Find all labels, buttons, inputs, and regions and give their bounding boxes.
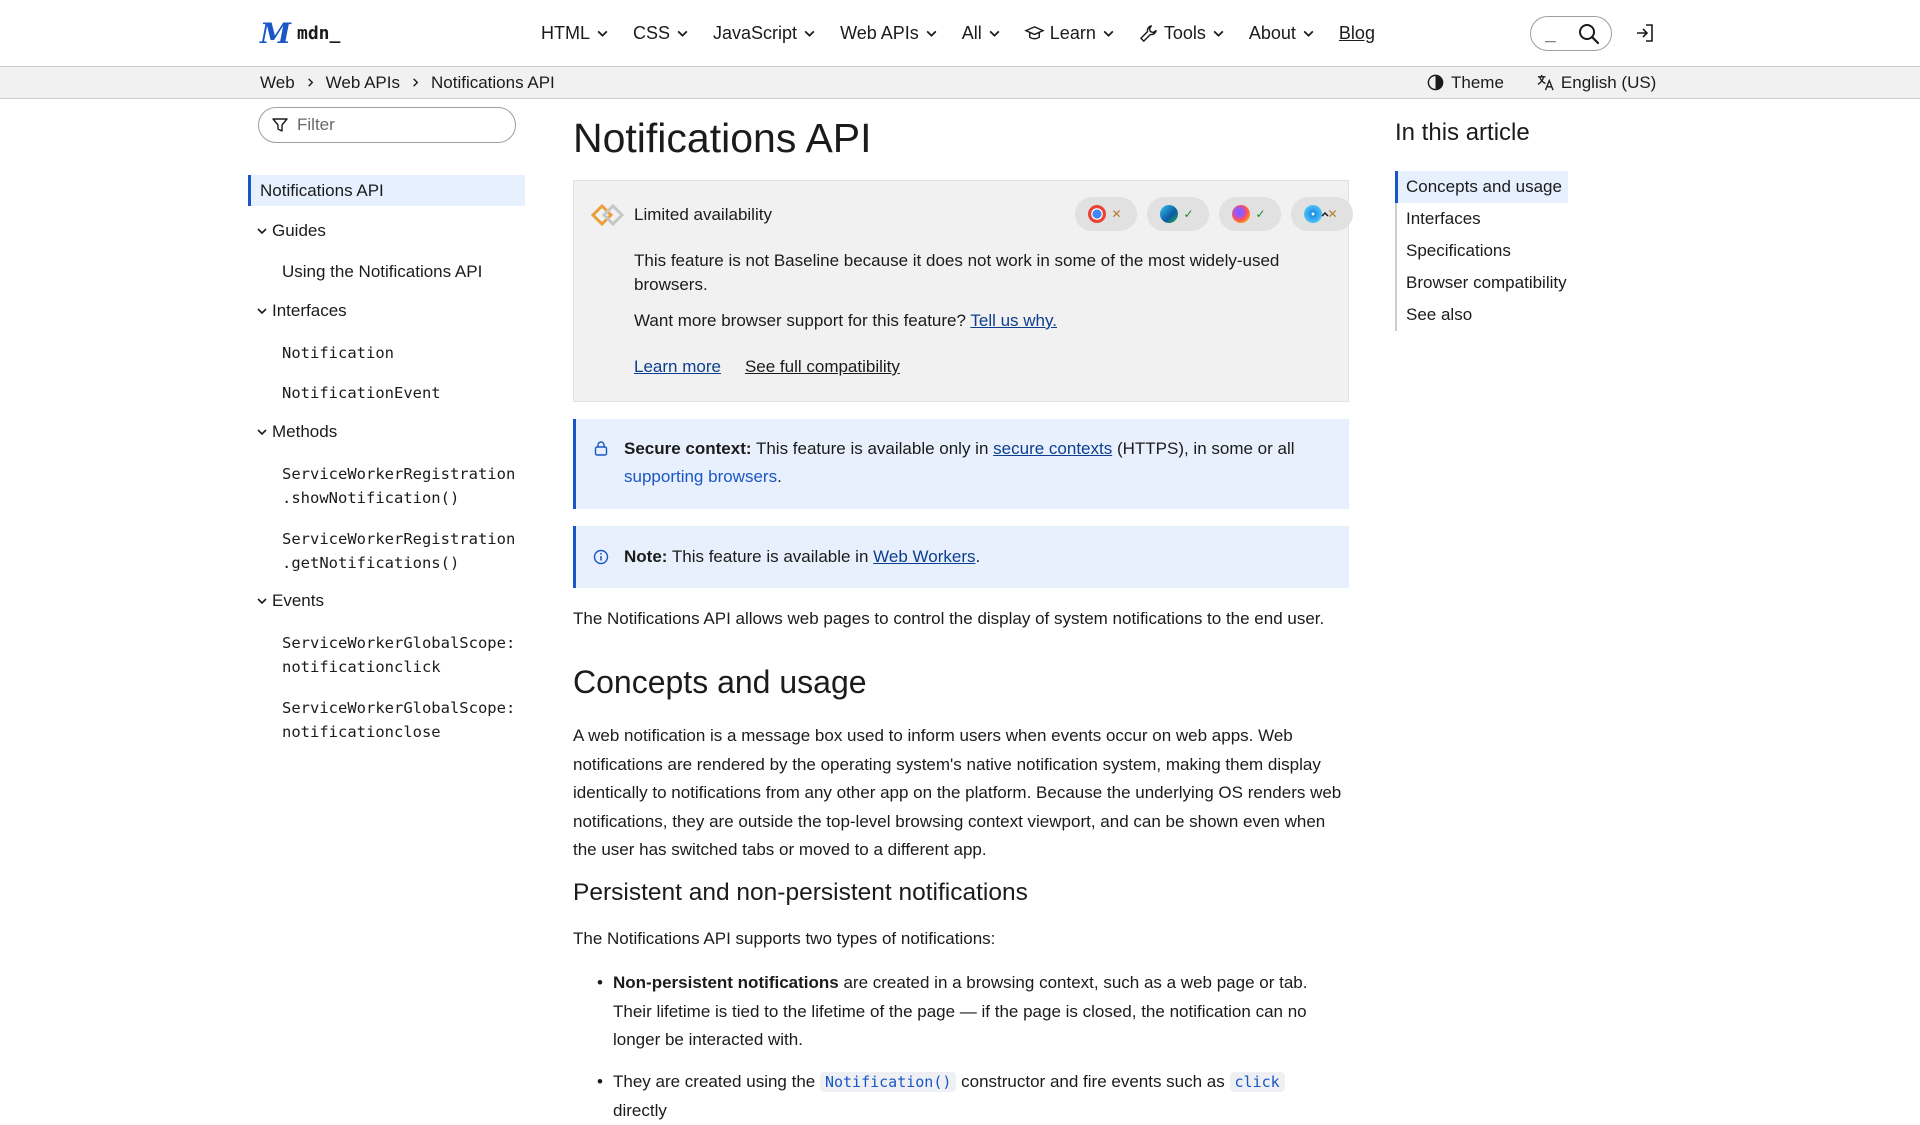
nav-html[interactable]: HTML <box>541 23 609 44</box>
sidebar-item-notification[interactable]: Notification <box>282 344 394 362</box>
nav-css[interactable]: CSS <box>633 23 689 44</box>
breadcrumb-web[interactable]: Web <box>260 72 295 92</box>
note-callout <box>573 526 1349 588</box>
filter-icon <box>271 116 289 134</box>
search-cursor: _ <box>1545 22 1556 43</box>
support-status: ✓ <box>1255 207 1266 221</box>
sidebar-item-using-notifications[interactable]: Using the Notifications API <box>282 262 483 281</box>
main-menu <box>541 0 1375 67</box>
sidebar-group-events[interactable]: Events <box>256 591 324 611</box>
chevron-down-icon <box>256 225 268 237</box>
sidebar-filter[interactable] <box>258 107 516 143</box>
translate-icon <box>1536 73 1555 92</box>
filter-input[interactable] <box>297 115 497 135</box>
nav-all[interactable]: All <box>962 23 1001 44</box>
nav-javascript[interactable]: JavaScript <box>713 23 816 44</box>
notification-constructor-code[interactable]: Notification() <box>820 1072 956 1092</box>
support-status: ✕ <box>1111 207 1122 221</box>
chrome-icon <box>1088 205 1106 223</box>
breadcrumb-notifications-api[interactable]: Notifications API <box>431 72 555 92</box>
language-button[interactable]: English (US) <box>1536 73 1656 93</box>
tell-us-why-link[interactable]: Tell us why. <box>970 311 1057 330</box>
chevron-down-icon <box>256 595 268 607</box>
chevron-up-icon[interactable] <box>1319 208 1331 220</box>
page-tools <box>1426 67 1656 98</box>
nav-tools[interactable]: Tools <box>1139 23 1225 44</box>
click-event-code[interactable]: click <box>1230 1072 1285 1092</box>
toc-title: In this article <box>1395 119 1530 146</box>
baseline-banner <box>573 180 1349 402</box>
mdn-logo[interactable] <box>260 18 340 48</box>
sidebar-group-methods[interactable]: Methods <box>256 422 337 442</box>
chevron-down-icon <box>256 426 268 438</box>
concepts-paragraph: A web notification is a message box used to inform users when events occur on web apps. Web notifications are rendered by the operating system's native notification system, making them display identically to notifications from any other app on the platform. Because the underlying OS renders web notifications, they are outside the top-level browsing context viewport, and can be shown even when the user has switched tabs or moved to a different app. <box>573 726 1342 859</box>
learn-more-link[interactable]: Learn more <box>634 357 721 376</box>
non-persistent-bullet: • Non-persistent notifications are created in a browsing context, such as a web page or tab. Their lifetime is tied to the lifetime of the page — if the page is closed, the notification can no longer be interacted with. <box>613 969 1343 1055</box>
search-icon <box>1577 22 1601 46</box>
theme-button[interactable]: Theme <box>1426 73 1504 93</box>
secure-contexts-link[interactable]: secure contexts <box>993 439 1113 458</box>
baseline-title: Limited availability <box>634 205 772 224</box>
chevron-right-icon <box>305 77 316 88</box>
chevron-down-icon <box>925 27 938 40</box>
wrench-icon <box>1139 24 1158 43</box>
chevron-down-icon <box>988 27 1001 40</box>
info-icon <box>593 549 609 565</box>
breadcrumb-web-apis[interactable]: Web APIs <box>325 72 400 92</box>
browser-support-chrome <box>1075 197 1137 231</box>
browser-support-edge <box>1147 197 1209 231</box>
supporting-browsers-link[interactable]: supporting browsers <box>624 467 778 486</box>
concepts-heading: Concepts and usage <box>573 664 867 700</box>
page-title: Notifications API <box>573 115 872 161</box>
non-persistent-detail: • They are created using the Notification() constructor and fire events such as click directly <box>613 1068 1343 1125</box>
chevron-down-icon <box>676 27 689 40</box>
baseline-description: This feature is not Baseline because it does not work in some of the most widely-used browsers. <box>634 251 1280 294</box>
sidebar-group-interfaces[interactable]: Interfaces <box>256 301 347 321</box>
breadcrumb-bar <box>0 67 1920 99</box>
see-full-compatibility-link[interactable]: See full compatibility <box>744 357 900 376</box>
toc-item-specifications[interactable]: Specifications <box>1406 241 1511 260</box>
sidebar-item-shownotification[interactable]: ServiceWorkerRegistration .showNotification() <box>282 465 516 507</box>
secure-context-callout <box>573 419 1349 509</box>
toc-item-browser-compatibility[interactable]: Browser compatibility <box>1406 273 1567 292</box>
web-workers-link[interactable]: Web Workers <box>873 547 976 566</box>
limited-availability-icon <box>591 204 624 226</box>
search-button[interactable] <box>1530 16 1612 51</box>
nav-web-apis[interactable]: Web APIs <box>840 23 938 44</box>
support-status: ✓ <box>1183 207 1194 221</box>
theme-icon <box>1426 73 1445 92</box>
logo-text: mdn_ <box>297 22 341 44</box>
chevron-down-icon <box>596 27 609 40</box>
mdn-logo-mark-icon: M <box>260 16 289 50</box>
sidebar-item-notificationclick[interactable]: ServiceWorkerGlobalScope: notificationclick <box>282 634 516 676</box>
baseline-feedback: Want more browser support for this feature? Tell us why. <box>634 311 1057 330</box>
baseline-links <box>634 357 900 377</box>
toc-list <box>1395 171 1655 331</box>
edge-icon <box>1160 205 1178 223</box>
breadcrumb <box>260 67 555 98</box>
chevron-right-icon <box>410 77 421 88</box>
chevron-down-icon <box>1302 27 1315 40</box>
sidebar-item-notifications-api[interactable]: Notifications API <box>248 175 525 206</box>
nav-about[interactable]: About <box>1249 23 1315 44</box>
toc-item-concepts[interactable]: Concepts and usage <box>1395 171 1568 203</box>
firefox-icon <box>1232 205 1250 223</box>
sidebar-item-getnotifications[interactable]: ServiceWorkerRegistration .getNotifications() <box>282 530 516 572</box>
chevron-down-icon <box>803 27 816 40</box>
chevron-down-icon <box>1102 27 1115 40</box>
toc-item-see-also[interactable]: See also <box>1406 305 1473 324</box>
sidebar-item-notificationclose[interactable]: ServiceWorkerGlobalScope: notificationclose <box>282 699 516 741</box>
persistent-heading: Persistent and non-persistent notifications <box>573 879 1028 906</box>
support-status: ✕ <box>1327 207 1338 221</box>
nav-learn[interactable]: Learn <box>1025 23 1115 44</box>
toc-item-interfaces[interactable]: Interfaces <box>1406 209 1481 228</box>
persistent-intro: The Notifications API supports two types of notifications: <box>573 929 996 948</box>
secure-context-text: Secure context: This feature is available only in secure contexts (HTTPS), in some or all supporting browsers. <box>624 439 1295 486</box>
graduation-cap-icon <box>1025 24 1044 43</box>
sidebar-item-notificationevent[interactable]: NotificationEvent <box>282 384 441 402</box>
lock-icon <box>593 440 609 456</box>
sidebar-group-guides[interactable]: Guides <box>256 221 326 241</box>
browser-support-list <box>1075 197 1353 231</box>
login-icon[interactable] <box>1634 22 1656 44</box>
browser-support-firefox <box>1219 197 1281 231</box>
chevron-down-icon <box>1212 27 1225 40</box>
intro-paragraph: The Notifications API allows web pages to control the display of system notifications to the end user. <box>573 609 1325 628</box>
chevron-down-icon <box>256 305 268 317</box>
nav-blog[interactable]: Blog <box>1338 23 1375 43</box>
top-navigation-bar <box>0 0 1920 67</box>
note-text: Note: This feature is available in Web Workers. <box>624 547 981 566</box>
